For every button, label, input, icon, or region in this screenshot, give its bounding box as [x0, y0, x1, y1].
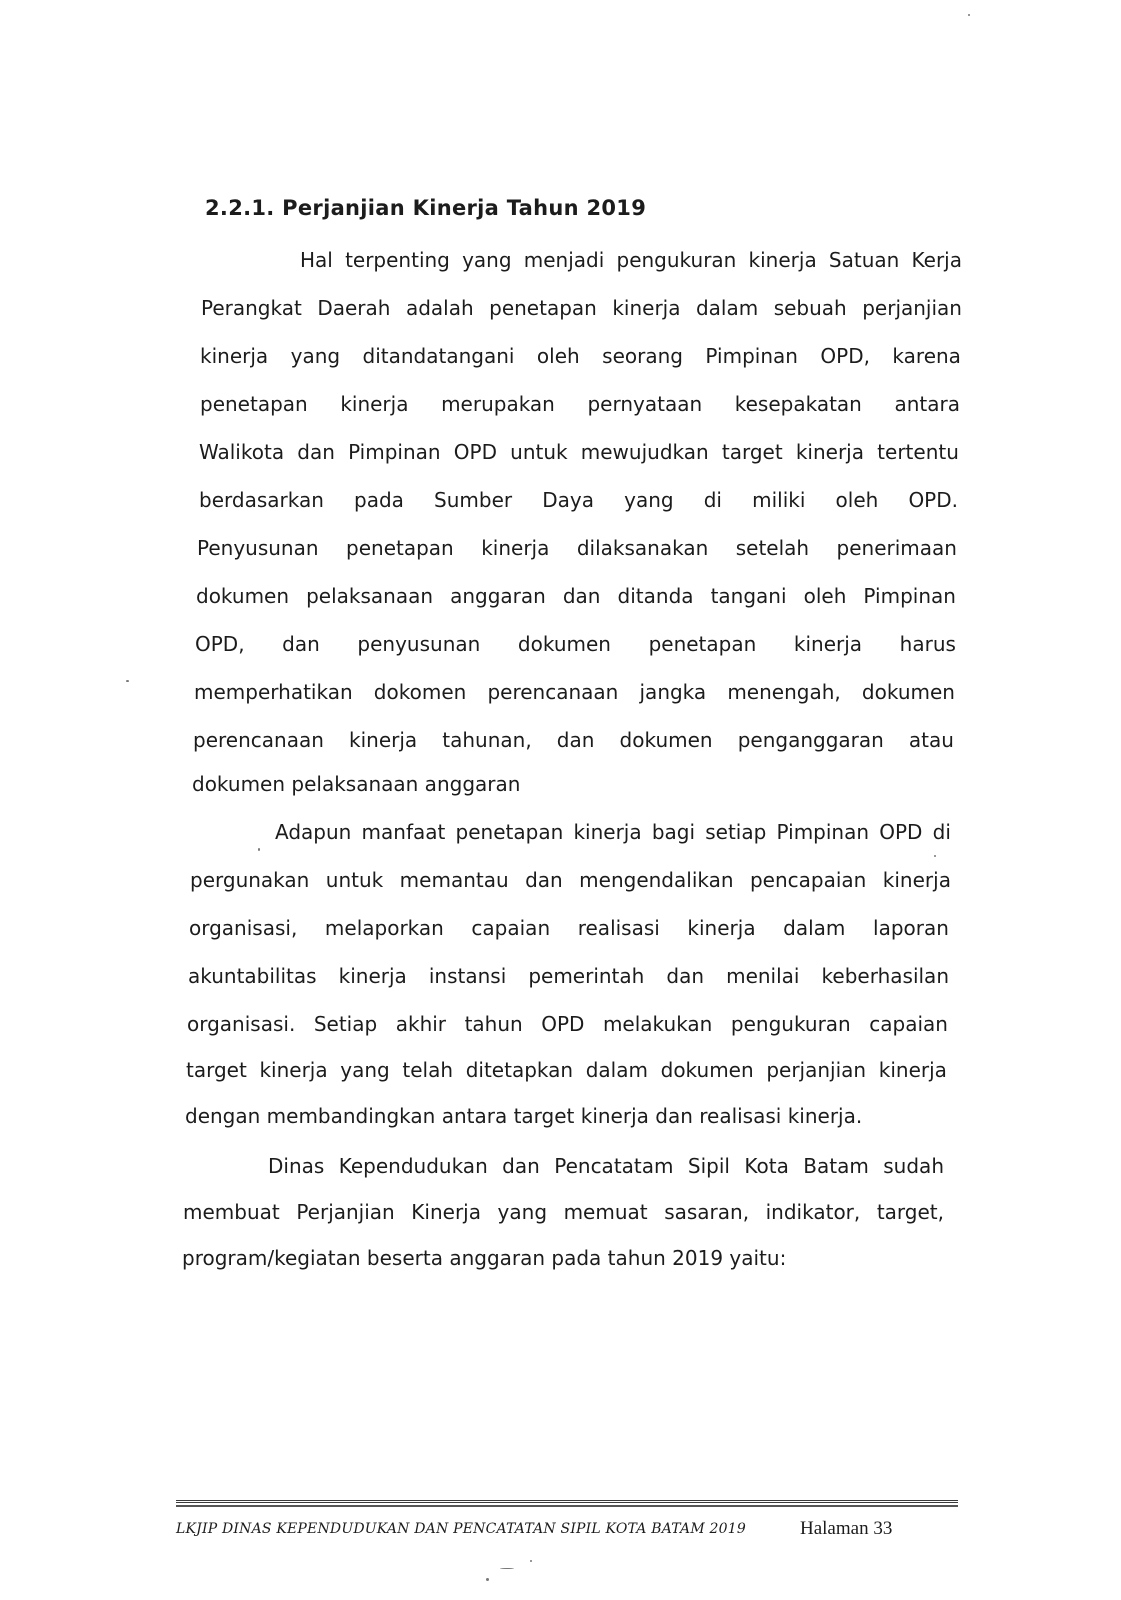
- paragraph-line: organisasi. Setiap akhir tahun OPD melakukan pengukuran capaian: [187, 1012, 948, 1036]
- paragraph-line: membuat Perjanjian Kinerja yang memuat sasaran, indikator, target,: [183, 1200, 944, 1224]
- paragraph-line: Hal terpenting yang menjadi pengukuran kinerja Satuan Kerja: [300, 248, 962, 272]
- footer-divider: [176, 1500, 958, 1507]
- scan-speck: [258, 848, 260, 851]
- paragraph-line: Walikota dan Pimpinan OPD untuk mewujudkan target kinerja tertentu: [199, 440, 959, 464]
- scan-speck: [530, 1560, 532, 1562]
- paragraph-line: pergunakan untuk memantau dan mengendalikan pencapaian kinerja: [190, 868, 951, 892]
- scan-speck: [486, 1578, 489, 1581]
- scan-speck: [126, 680, 129, 682]
- paragraph-line: Dinas Kependudukan dan Pencatatam Sipil Kota Batam sudah: [268, 1154, 944, 1178]
- scan-speck: [968, 14, 970, 16]
- paragraph-line: dokumen pelaksanaan anggaran dan ditanda tangani oleh Pimpinan: [196, 584, 956, 608]
- paragraph-line: target kinerja yang telah ditetapkan dalam dokumen perjanjian kinerja: [186, 1058, 947, 1082]
- paragraph-line: kinerja yang ditandatangani oleh seorang Pimpinan OPD, karena: [200, 344, 961, 368]
- paragraph-line: organisasi, melaporkan capaian realisasi kinerja dalam laporan: [189, 916, 949, 940]
- paragraph-line: program/kegiatan beserta anggaran pada tahun 2019 yaitu:: [182, 1246, 787, 1270]
- scan-speck: [500, 1568, 514, 1569]
- scan-speck: [934, 855, 936, 857]
- paragraph-line: Adapun manfaat penetapan kinerja bagi setiap Pimpinan OPD di: [275, 820, 951, 844]
- page-number: Halaman 33: [800, 1518, 893, 1539]
- section-heading: 2.2.1. Perjanjian Kinerja Tahun 2019: [205, 196, 647, 220]
- paragraph-line: memperhatikan dokomen perencanaan jangka menengah, dokumen: [194, 680, 955, 704]
- footer-title: LKJIP DINAS KEPENDUDUKAN DAN PENCATATAN SIPIL KOTA BATAM 2019: [176, 1521, 746, 1537]
- paragraph-line: dokumen pelaksanaan anggaran: [192, 772, 521, 796]
- paragraph-line: Penyusunan penetapan kinerja dilaksanakan setelah penerimaan: [197, 536, 957, 560]
- paragraph-line: dengan membandingkan antara target kinerja dan realisasi kinerja.: [185, 1104, 863, 1128]
- paragraph-line: OPD, dan penyusunan dokumen penetapan kinerja harus: [195, 632, 956, 656]
- paragraph-line: akuntabilitas kinerja instansi pemerintah dan menilai keberhasilan: [188, 964, 949, 988]
- paragraph-line: berdasarkan pada Sumber Daya yang di miliki oleh OPD.: [199, 488, 958, 512]
- paragraph-line: Perangkat Daerah adalah penetapan kinerja dalam sebuah perjanjian: [201, 296, 962, 320]
- paragraph-line: perencanaan kinerja tahunan, dan dokumen penganggaran atau: [193, 728, 954, 752]
- paragraph-line: penetapan kinerja merupakan pernyataan kesepakatan antara: [200, 392, 960, 416]
